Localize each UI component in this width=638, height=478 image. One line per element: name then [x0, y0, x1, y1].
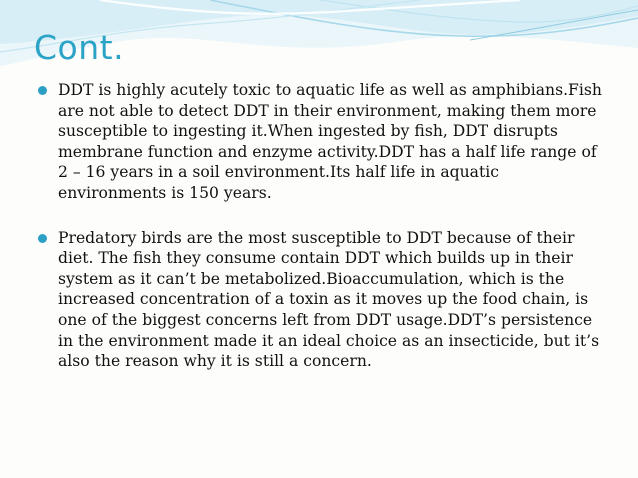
bullet-dot-icon: [38, 234, 47, 243]
bullet-list: [38, 80, 610, 372]
bullet-item: [38, 80, 610, 204]
bullet-item: [38, 228, 610, 372]
bullet-text: DDT is highly acutely toxic to aquatic life as well as amphibians.Fish are not able to detect DDT in their environment, making them more susceptible to ingesting it.When ingested by fish, DDT disrupts membrane function and enzyme activity.DDT has a half life range of 2 – 16 years in a soil environment.Its half life in aquatic environments is 150 years.: [58, 81, 602, 202]
bullet-text: Predatory birds are the most susceptible to DDT because of their diet. The fish they consume contain DDT which builds up in their system as it can’t be metabolized.Bioaccumulation, which is the increased concentration of a toxin as it moves up the food chain, is one of the biggest concerns left from DDT usage.DDT’s persistence in the environment made it an ideal choice as an insecticide, but it’s also the reason why it is still a concern.: [58, 228, 600, 371]
slide-title: Cont.: [34, 28, 125, 67]
bullet-dot-icon: [38, 86, 47, 95]
